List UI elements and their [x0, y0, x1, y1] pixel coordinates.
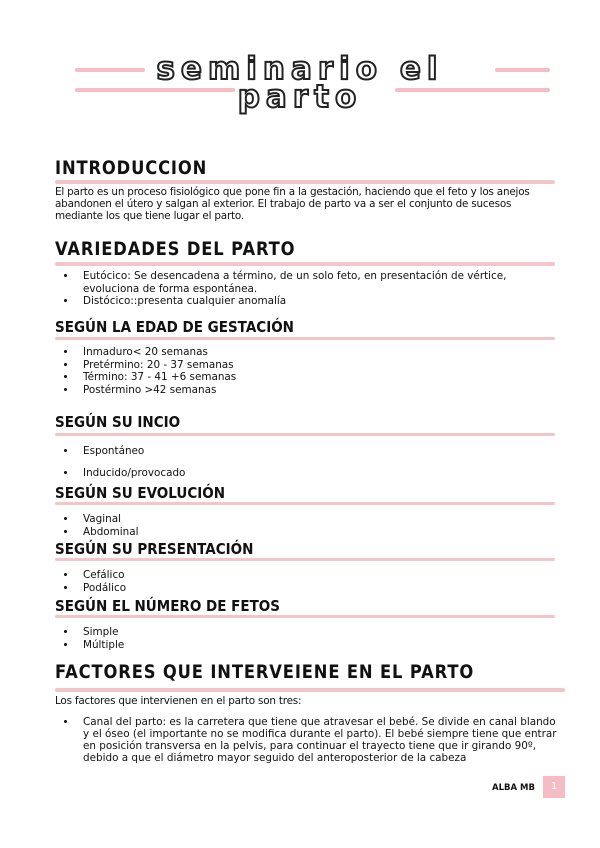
list-item: • Múltiple	[77, 639, 557, 652]
heading-presentacion: SEGÚN SU PRESENTACIÓN	[55, 540, 254, 558]
list-item: • Canal del parto: es la carretera que tiene que atravesar el bebé. Se divide en canal blando y el óseo (el importante no se modifica durante el parto). El bebé siempre tiene que entrar en posición transversa en la pelvis, para continuar el trayecto tiene que ir girando 90º, debido a que el diámetro mayor seguido del anteroposterior de la cabeza	[77, 716, 557, 764]
footer-author: ALBA MB	[492, 783, 535, 793]
rule-edad-gestacion	[55, 337, 555, 340]
heading-factores: FACTORES QUE INTERVEIENE EN EL PARTO	[55, 661, 475, 683]
list-item: • Pretérmino: 20 - 37 semanas	[77, 359, 557, 372]
list-item: • Inducido/provocado	[77, 462, 557, 484]
list-item: • Espontáneo	[77, 440, 557, 462]
heading-evolucion: SEGÚN SU EVOLUCIÓN	[55, 484, 226, 502]
rule-introduccion	[55, 180, 555, 184]
presentacion-list	[55, 569, 557, 595]
list-item: • Eutócico: Se desencadena a término, de un solo feto, en presentación de vértice, evoluciona de forma espontánea.	[77, 270, 557, 295]
title-line-2: parto	[237, 79, 363, 115]
rule-inicio	[55, 433, 555, 436]
factores-intro: Los factores que intervienen en el parto son tres:	[55, 695, 302, 707]
list-item: • Abdominal	[77, 526, 557, 539]
rule-presentacion	[55, 558, 555, 561]
heading-inicio: SEGÚN SU INCIO	[55, 413, 181, 431]
factores-list	[55, 716, 557, 764]
rule-numero-fetos	[55, 615, 555, 618]
variedades-list	[55, 270, 557, 308]
heading-numero-fetos: SEGÚN EL NÚMERO DE FETOS	[55, 597, 280, 615]
heading-introduccion: INTRODUCCION	[55, 157, 208, 179]
page-number: 1	[543, 776, 565, 798]
list-item: • Distócico::presenta cualquier anomalía	[77, 295, 557, 308]
list-item: • Vaginal	[77, 513, 557, 526]
evolucion-list	[55, 513, 557, 539]
rule-evolucion	[55, 502, 555, 505]
page-title	[0, 52, 600, 122]
heading-variedades: VARIEDADES DEL PARTO	[55, 238, 296, 260]
list-item: • Cefálico	[77, 569, 557, 582]
list-item: • Término: 37 - 41 +6 semanas	[77, 371, 557, 384]
rule-factores	[55, 688, 565, 692]
list-item: • Podálico	[77, 582, 557, 595]
list-item: • Simple	[77, 626, 557, 639]
introduccion-text: El parto es un proceso fisiológico que pone fin a la gestación, haciendo que el feto y los anejos abandonen el útero y salgan al exterior. El trabajo de parto va a ser el conjunto de sucesos mediante los que tiene lugar el parto.	[55, 186, 530, 222]
list-item: • Inmaduro< 20 semanas	[77, 346, 557, 359]
rule-variedades	[55, 262, 555, 266]
fetos-list	[55, 626, 557, 652]
list-item: • Postérmino >42 semanas	[77, 384, 557, 397]
title-line-1: seminario el	[156, 51, 444, 87]
heading-edad-gestacion: SEGÚN LA EDAD DE GESTACIÓN	[55, 318, 294, 336]
inicio-list	[55, 440, 557, 484]
edad-list	[55, 346, 557, 396]
